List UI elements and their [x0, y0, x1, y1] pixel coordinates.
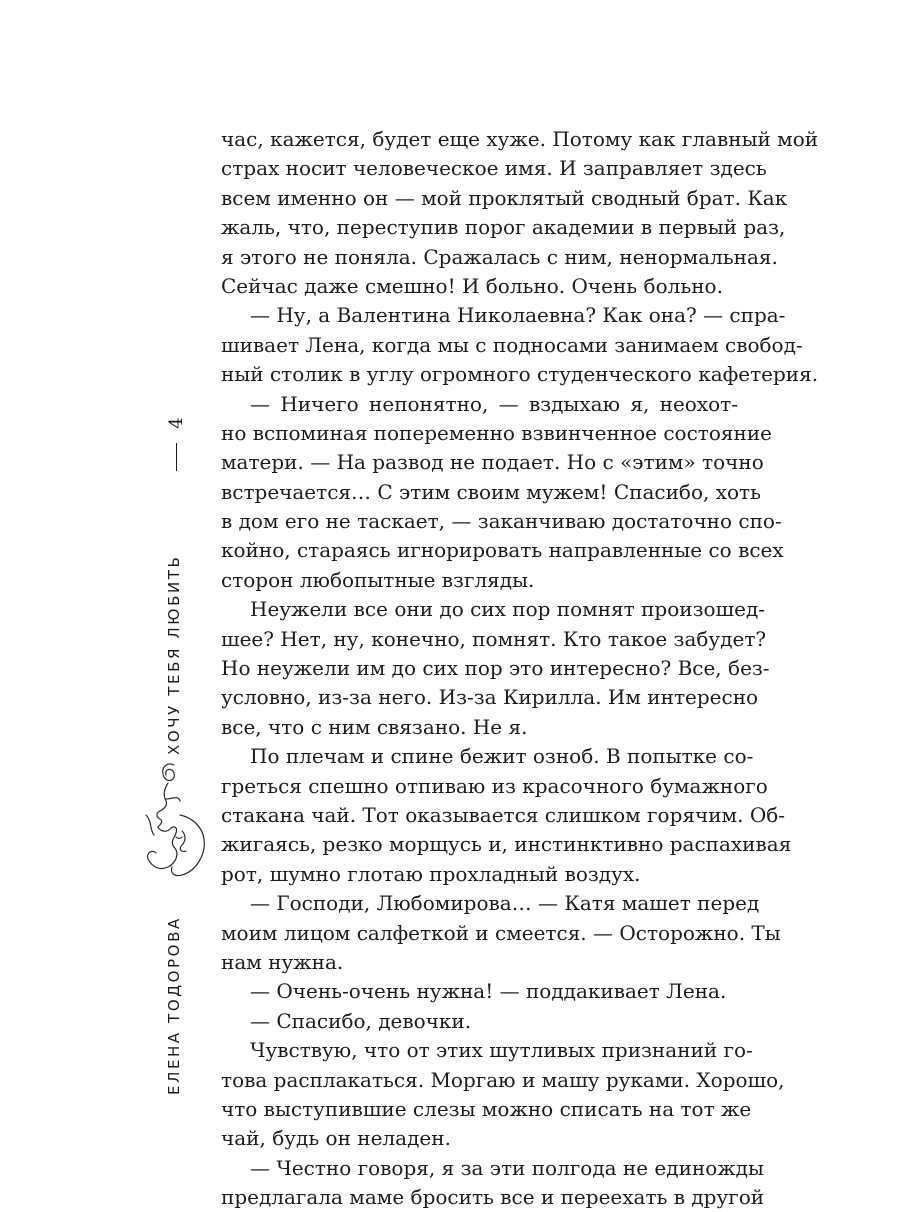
text-line: жаль, что, переступив порог академии в первый раз,: [221, 215, 786, 240]
page-margin-column: [159, 405, 195, 1095]
text-line: — Господи, Любомирова… — Катя машет перед: [250, 891, 760, 916]
text-line: — Очень-очень нужна! — поддакивает Лена.: [250, 979, 727, 1004]
text-line: сторон любопытные взгляды.: [221, 567, 535, 592]
text-line: все, что с ним связано. Не я.: [221, 714, 528, 739]
text-line: По плечам и спине бежит озноб. В попытке со-: [250, 744, 754, 769]
text-line: койно, стараясь игнорировать направленные со всех: [221, 538, 784, 563]
text-line: условно, из-за него. Из-за Кирилла. Им интересно: [221, 685, 759, 710]
text-line: Но неужели им до сих пор это интересно? Все, без-: [221, 656, 770, 681]
text-line: страх носит человеческое имя. И заправляет здесь: [221, 156, 767, 181]
kiss-line-art-icon: [130, 755, 210, 885]
text-line: что выступившие слезы можно списать на тот же: [221, 1096, 752, 1121]
text-line: я этого не поняла. Сражалась с ним, ненормальная.: [221, 244, 778, 269]
page-number-rule: [176, 443, 177, 471]
text-line: чай, будь он неладен.: [221, 1126, 451, 1151]
text-line: встречается… С этим своим мужем! Спасибо, хоть: [221, 479, 761, 504]
text-line: жигаясь, резко морщусь и, инстинктивно распахивая: [221, 832, 792, 857]
text-line: шее? Нет, ну, конечно, помнят. Кто такое забудет?: [221, 626, 767, 651]
text-line: моим лицом салфеткой и смеется. — Осторожно. Ты: [221, 920, 781, 945]
text-line: но вспоминая попеременно взвинченное состояние: [221, 420, 773, 445]
text-line: Сейчас даже смешно! И больно. Очень больно.: [221, 273, 723, 298]
text-line: нам нужна.: [221, 949, 344, 974]
text-line: час, кажется, будет еще хуже. Потому как главный мой: [221, 127, 819, 151]
text-line: всем именно он — мой проклятый сводный брат. Как: [221, 185, 788, 210]
running-author: ЕЛЕНА ТОДОРОВА: [165, 916, 183, 1095]
page-number: 4: [166, 417, 187, 429]
text-line: — Спасибо, девочки.: [250, 1008, 472, 1033]
text-line: — Ничего непонятно, — вздыхаю я, неохот-: [250, 391, 738, 416]
text-line: Неужели все они до сих пор помнят произошед-: [250, 597, 766, 622]
text-line: ный столик в углу огромного студенческого кафетерия.: [221, 362, 819, 387]
text-line: рот, шумно глотаю прохладный воздух.: [221, 861, 641, 886]
body-text: [221, 125, 819, 1212]
text-line: в дом его не таскает, — заканчиваю достаточно спо-: [221, 509, 782, 534]
text-line: шивает Лена, когда мы с подносами занимаем свобод-: [221, 332, 803, 357]
text-line: Чувствую, что от этих шутливых признаний го-: [250, 1038, 753, 1063]
text-line: предлагала маме бросить все и переехать в другой: [221, 1185, 765, 1210]
text-line: стакана чай. Тот оказывается слишком горячим. Об-: [221, 802, 786, 827]
text-line: матери. — На развод не подает. Но с «этим» точно: [221, 450, 764, 475]
text-line: — Честно говоря, я за эти полгода не единожды: [250, 1155, 764, 1180]
text-line: — Ну, а Валентина Николаевна? Как она? — спра-: [250, 303, 786, 328]
text-line: това расплакаться. Моргаю и машу руками. Хорошо,: [221, 1067, 785, 1092]
running-title: ХОЧУ ТЕБЯ ЛЮБИТЬ: [165, 554, 183, 755]
text-line: греться спешно отпиваю из красочного бумажного: [221, 773, 768, 798]
